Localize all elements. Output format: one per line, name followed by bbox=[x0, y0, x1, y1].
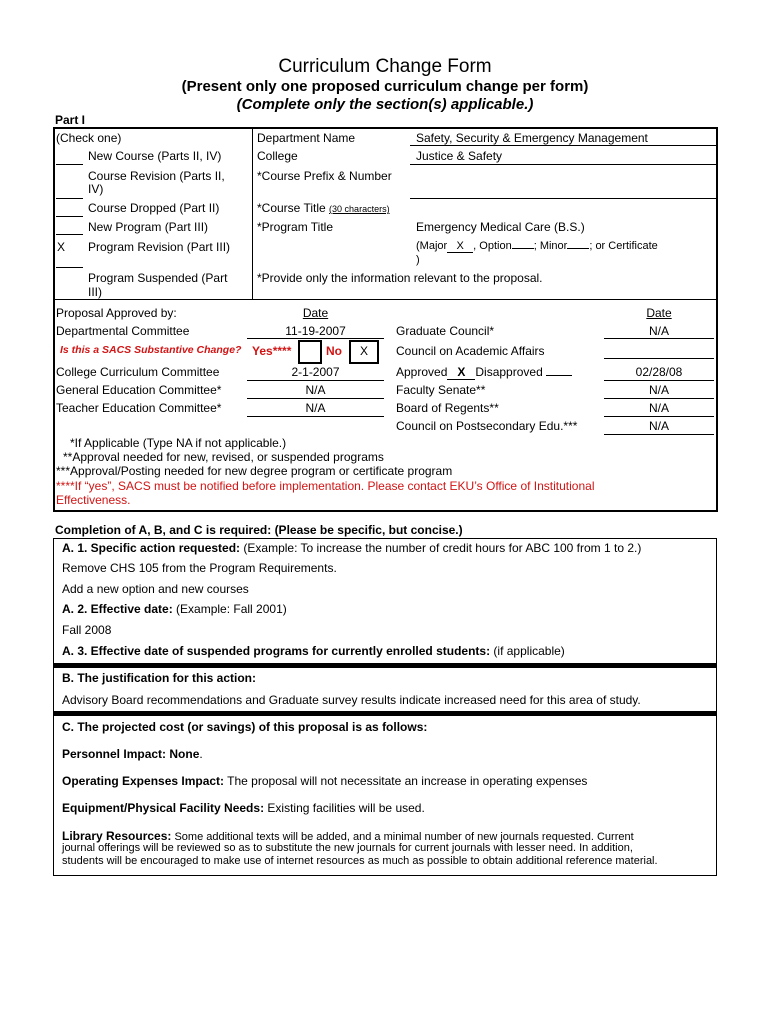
council-postsecondary-label: Council on Postsecondary Edu.*** bbox=[396, 419, 578, 433]
disapproved-blank[interactable] bbox=[546, 375, 572, 376]
dept-name-label: Department Name bbox=[257, 131, 356, 145]
grad-council-date[interactable]: N/A bbox=[648, 324, 669, 338]
major-mark[interactable]: X bbox=[447, 240, 473, 253]
library-line-3: students will be encouraged to make use of internet resources as much as possible to obtain additional reference material. bbox=[62, 855, 658, 867]
faculty-senate-date[interactable]: N/A bbox=[648, 383, 669, 397]
teacher-ed-label: Teacher Education Committee* bbox=[56, 401, 222, 415]
checkbox-new-program[interactable] bbox=[56, 234, 83, 235]
grad-council-label: Graduate Council* bbox=[396, 324, 495, 338]
a1-line: A. 1. Specific action requested: (Example: To increase the number of credit hours for ABC 100 from 1 to 2.) bbox=[62, 541, 642, 555]
checkbox-program-revision[interactable] bbox=[56, 267, 83, 268]
option-new-course: New Course (Parts II, IV) bbox=[88, 149, 222, 163]
approved-line: Approved X Disapproved bbox=[396, 365, 572, 380]
sacs-yes-checkbox[interactable] bbox=[298, 340, 322, 364]
a1-value-2[interactable]: Add a new option and new courses bbox=[62, 582, 249, 596]
program-title-value[interactable]: Emergency Medical Care (B.S.) bbox=[416, 220, 585, 234]
check-one-label: (Check one) bbox=[56, 131, 122, 145]
option-course-revision-cont: IV) bbox=[88, 182, 104, 196]
course-title-label: *Course Title (30 characters) bbox=[257, 201, 390, 215]
operating-line: Operating Expenses Impact: The proposal will not necessitate an increase in operating expenses bbox=[62, 774, 588, 788]
approved-mark[interactable]: X bbox=[447, 365, 475, 380]
footnote-4: ****If “yes”, SACS must be notified before implementation. Please contact EKU’s Office of Institutional bbox=[56, 479, 595, 493]
b-label: B. The justification for this action: bbox=[62, 671, 257, 685]
teacher-ed-date[interactable]: N/A bbox=[305, 401, 326, 415]
college-committee-date[interactable]: 2-1-2007 bbox=[291, 365, 340, 379]
sacs-yes-label: Yes**** bbox=[252, 344, 292, 358]
college-value[interactable]: Justice & Safety bbox=[416, 149, 503, 163]
sacs-no-mark: X bbox=[359, 344, 368, 358]
approved-date[interactable]: 02/28/08 bbox=[635, 365, 683, 379]
option-program-revision: Program Revision (Part III) bbox=[88, 240, 231, 254]
board-regents-date[interactable]: N/A bbox=[648, 401, 669, 415]
a3-line: A. 3. Effective date of suspended programs for currently enrolled students: (if applicable) bbox=[62, 644, 565, 658]
equipment-line: Equipment/Physical Facility Needs: Existing facilities will be used. bbox=[62, 801, 425, 815]
footnote-1: *If Applicable (Type NA if not applicable.) bbox=[70, 436, 287, 450]
checkbox-course-dropped[interactable] bbox=[56, 216, 83, 217]
option-program-suspended-cont: III) bbox=[88, 285, 102, 299]
date-header-right: Date bbox=[646, 306, 672, 320]
form-title: Curriculum Change Form bbox=[278, 56, 492, 77]
dept-committee-date[interactable]: 11-19-2007 bbox=[285, 324, 346, 338]
part-label: Part I bbox=[55, 113, 86, 127]
a2-value[interactable]: Fall 2008 bbox=[62, 623, 112, 637]
checkbox-new-course[interactable] bbox=[56, 164, 83, 165]
personnel-line: Personnel Impact: None. bbox=[62, 747, 203, 761]
option-course-revision: Course Revision (Parts II, bbox=[88, 169, 225, 183]
program-revision-mark: X bbox=[57, 240, 66, 254]
form-subtitle-2: (Complete only the section(s) applicable.) bbox=[236, 96, 534, 113]
date-header: Date bbox=[302, 306, 329, 320]
c-label: C. The projected cost (or savings) of this proposal is as follows: bbox=[62, 720, 428, 734]
form-subtitle-1: (Present only one proposed curriculum change per form) bbox=[181, 78, 589, 95]
a1-value-1[interactable]: Remove CHS 105 from the Program Requirements. bbox=[62, 561, 337, 575]
proposal-approved-label: Proposal Approved by: bbox=[56, 306, 177, 320]
course-title-note: (30 characters) bbox=[329, 204, 390, 214]
sacs-question: Is this a SACS Substantive Change? bbox=[60, 344, 242, 356]
council-academic-label: Council on Academic Affairs bbox=[396, 344, 545, 358]
program-title-label: *Program Title bbox=[257, 220, 334, 234]
gen-ed-label: General Education Committee* bbox=[56, 383, 222, 397]
completion-heading: Completion of A, B, and C is required: (Please be specific, but concise.) bbox=[55, 523, 463, 537]
dept-committee-label: Departmental Committee bbox=[56, 324, 190, 338]
option-program-suspended: Program Suspended (Part bbox=[88, 271, 228, 285]
board-regents-label: Board of Regents** bbox=[396, 401, 499, 415]
college-committee-label: College Curriculum Committee bbox=[56, 365, 220, 379]
option-course-dropped: Course Dropped (Part II) bbox=[88, 201, 220, 215]
course-prefix-label: *Course Prefix & Number bbox=[257, 169, 392, 183]
provide-note: *Provide only the information relevant to the proposal. bbox=[257, 271, 543, 285]
major-close-paren: ) bbox=[416, 254, 420, 266]
college-label: College bbox=[257, 149, 298, 163]
footnote-4-cont: Effectiveness. bbox=[56, 493, 131, 507]
library-line-2: journal offerings will be reviewed so as to substitute the new journals for current journals with lesser need. In addition, bbox=[62, 842, 633, 854]
option-new-program: New Program (Part III) bbox=[88, 220, 209, 234]
dept-name-value[interactable]: Safety, Security & Emergency Management bbox=[416, 131, 648, 145]
footnote-3: ***Approval/Posting needed for new degree program or certificate program bbox=[56, 464, 453, 478]
major-option-line: (Major X , Option ; Minor ; or Certificate bbox=[416, 240, 658, 252]
gen-ed-date[interactable]: N/A bbox=[305, 383, 326, 397]
checkbox-course-revision[interactable] bbox=[56, 198, 83, 199]
faculty-senate-label: Faculty Senate** bbox=[396, 383, 486, 397]
sacs-no-label: No bbox=[326, 344, 342, 358]
a2-line: A. 2. Effective date: (Example: Fall 2001) bbox=[62, 602, 287, 616]
library-line-1: Library Resources: Some additional texts will be added, and a minimal number of new journals requested. Current bbox=[62, 829, 634, 843]
footnote-2: **Approval needed for new, revised, or suspended programs bbox=[63, 450, 384, 464]
council-postsecondary-date[interactable]: N/A bbox=[648, 419, 669, 433]
b-value[interactable]: Advisory Board recommendations and Graduate survey results indicate increased need for this area of study. bbox=[62, 693, 641, 707]
